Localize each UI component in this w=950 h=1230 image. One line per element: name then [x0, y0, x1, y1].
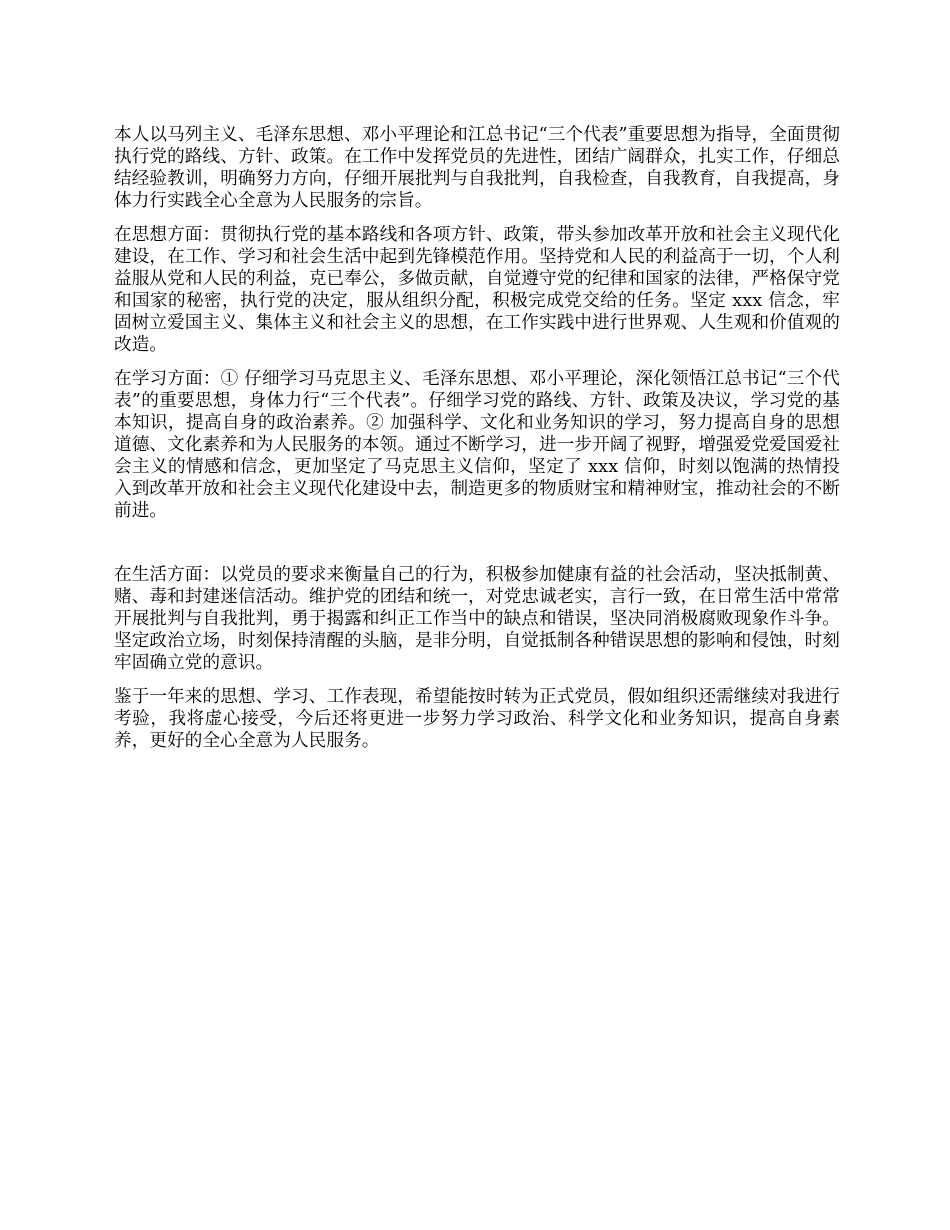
paragraph-ideology: 在思想方面：贯彻执行党的基本路线和各项方针、政策，带头参加改革开放和社会主义现代化建设，在工作、学习和社会生活中起到先锋模范作用。坚持党和人民的利益高于一切，个人利益服从党和人民的利益，克已奉公，多做贡献，自觉遵守党的纪律和国家的法律，严格保守党和国家的秘密，执行党的决定，服从组织分配，积极完成党交给的任务。坚定 xxx 信念，牢固树立爱国主义、集体主义和社会主义的思想，在工作实践中进行世界观、人生观和价值观的改造。	[114, 225, 840, 355]
document-body	[114, 124, 840, 764]
paragraph-life: 在生活方面：以党员的要求来衡量自己的行为，积极参加健康有益的社会活动，坚决抵制黄、赌、毒和封建迷信活动。维护党的团结和统一，对党忠诚老实，言行一致，在日常生活中常常开展批判与自我批判，勇于揭露和纠正工作当中的缺点和错误，坚决同消极腐败现象作斗争。坚定政治立场，时刻保持清醒的头脑，是非分明，自觉抵制各种错误思想的影响和侵蚀，时刻牢固确立党的意识。	[114, 565, 840, 673]
paragraph-conclusion: 鉴于一年来的思想、学习、工作表现，希望能按时转为正式党员，假如组织还需继续对我进行考验，我将虚心接受，今后还将更进一步努力学习政治、科学文化和业务知识，提高自身素养，更好的全心全意为人民服务。	[114, 687, 840, 751]
paragraph-intro: 本人以马列主义、毛泽东思想、邓小平理论和江总书记“三个代表”重要思想为指导，全面贯彻执行党的路线、方针、政策。在工作中发挥党员的先进性，团结广阔群众，扎实工作，仔细总结经验教训，明确努力方向，仔细开展批判与自我批判，自我检查，自我教育，自我提高，身体力行实践全心全意为人民服务的宗旨。	[114, 125, 840, 211]
paragraph-study: 在学习方面：① 仔细学习马克思主义、毛泽东思想、邓小平理论，深化领悟江总书记“三个代表”的重要思想，身体力行“三个代表”。仔细学习党的路线、方针、政策及决议，学习党的基本知识，提高自身的政治素养。② 加强科学、文化和业务知识的学习，努力提高自身的思想道德、文化素养和为人民服务的本领。通过不断学习，进一步开阔了视野，增强爱党爱国爱社会主义的情感和信念，更加坚定了马克思主义信仰，坚定了 xxx 信仰，时刻以饱满的热情投入到改革开放和社会主义现代化建设中去，制造更多的物质财宝和精神财宝，推动社会的不断前进。	[114, 369, 840, 521]
